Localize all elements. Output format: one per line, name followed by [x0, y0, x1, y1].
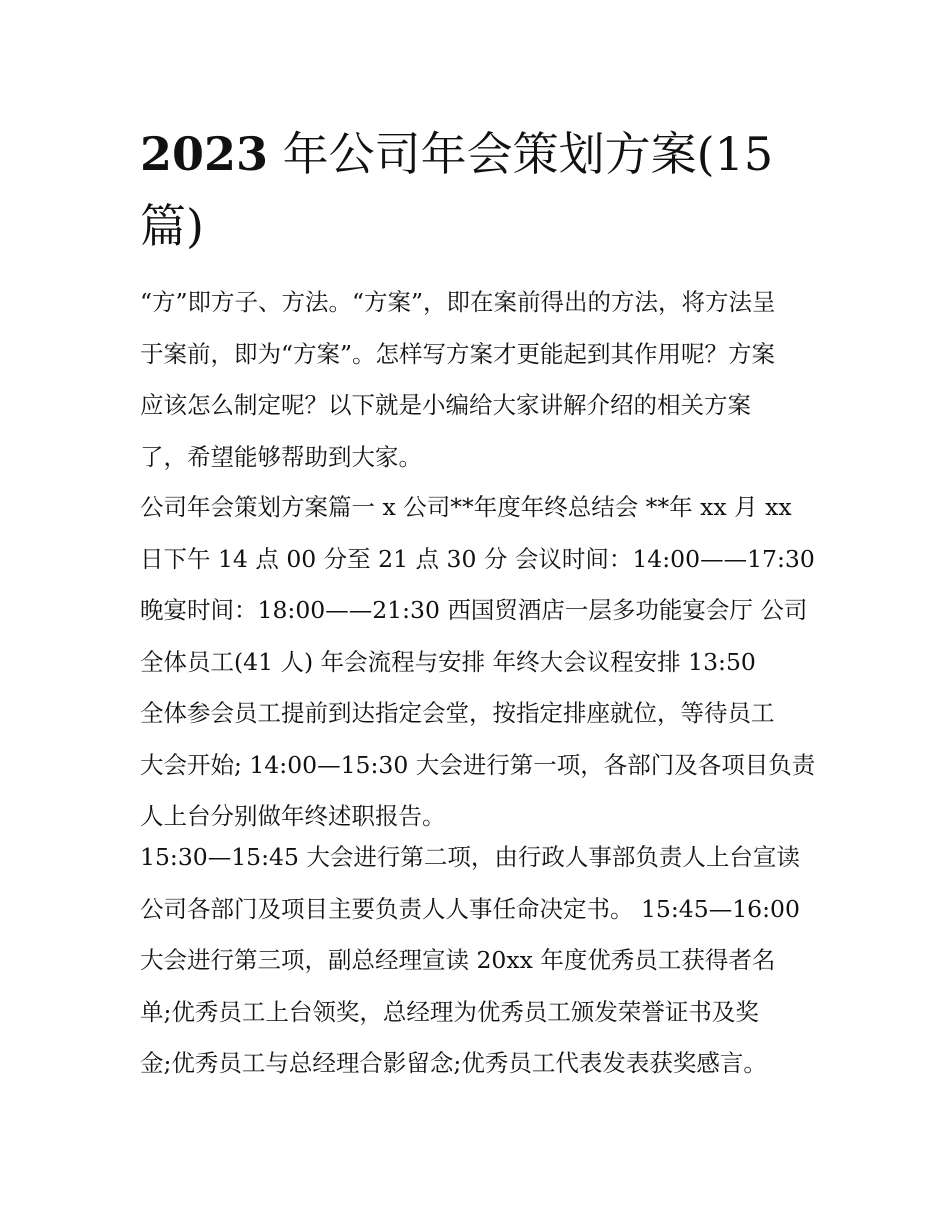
paragraph-line: 公司各部门及项目主要负责人人事任命决定书。 15:45—16:00 [140, 894, 800, 923]
schedule-paragraph [140, 482, 820, 843]
paragraph-line: 单;优秀员工上台领奖，总经理为优秀员工颁发荣誉证书及奖 [140, 997, 759, 1026]
title-line-2: 篇) [140, 199, 204, 253]
paragraph-line: 15:30—15:45 大会进行第二项，由行政人事部负责人上台宣读 [140, 843, 800, 871]
paragraph-line: 金;优秀员工与总经理合影留念;优秀员工代表发表获奖感言。 [140, 1049, 767, 1077]
intro-paragraph [140, 277, 820, 483]
paragraph-line: 人上台分别做年终述职报告。 [140, 802, 446, 830]
paragraph-line: 应该怎么制定呢？以下就是小编给大家讲解介绍的相关方案 [140, 391, 751, 419]
agenda-paragraph [140, 832, 820, 1090]
paragraph-line: 全体参会员工提前到达指定会堂，按指定排座就位，等待员工 [140, 699, 775, 727]
paragraph-line: 了，希望能够帮助到大家。 [140, 442, 422, 471]
title-line-1-text: 年公司年会策划方案(15 [268, 127, 774, 181]
paragraph-line: 大会开始; 14:00—15:30 大会进行第一项，各部门及各项目负责 [140, 750, 816, 779]
title-year: 2023 [140, 127, 269, 181]
paragraph-line: “方”即方子、方法。“方案”，即在案前得出的方法，将方法呈 [140, 288, 776, 316]
paragraph-line: 公司年会策划方案篇一 x 公司**年度年终总结会 **年 xx 月 xx [140, 493, 792, 521]
paragraph-line: 晚宴时间：18:00——21:30 西国贸酒店一层多功能宴会厅 公司 [140, 596, 808, 624]
paragraph-line: 全体员工(41 人) 年会流程与安排 年终大会议程安排 13:50 [140, 647, 756, 676]
paragraph-line: 日下午 14 点 00 分至 21 点 30 分 会议时间：14:00——17:30 [140, 544, 815, 573]
paragraph-line: 大会进行第三项，副总经理宣读 20xx 年度优秀员工获得者名 [140, 946, 776, 974]
paragraph-line: 于案前，即为“方案”。怎样写方案才更能起到其作用呢？方案 [140, 339, 776, 368]
document-title [140, 118, 800, 262]
title-line-1 [140, 118, 800, 190]
